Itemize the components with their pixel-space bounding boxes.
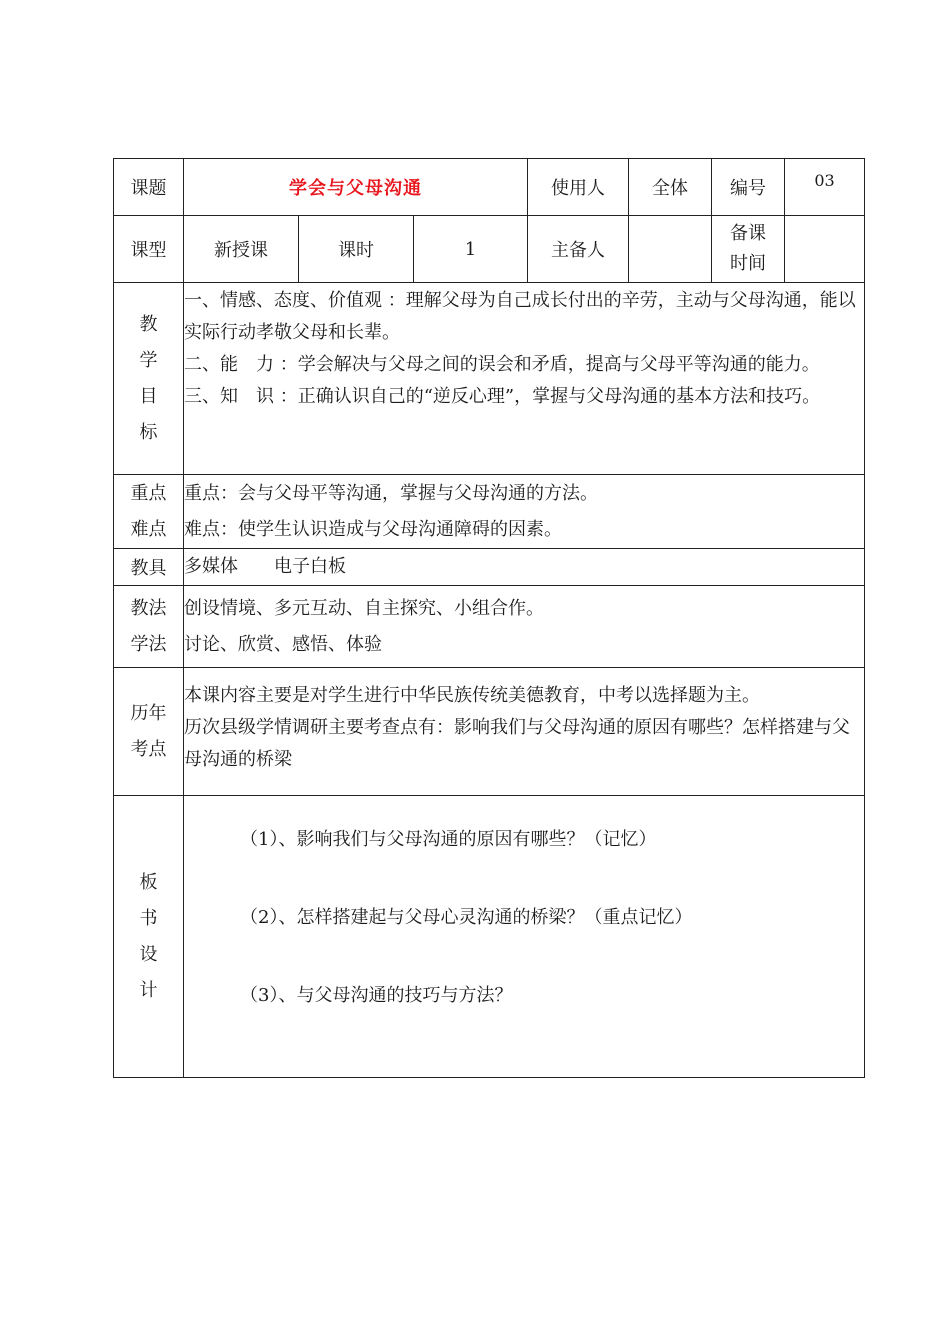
methods-row: [114, 586, 865, 668]
header-row: [114, 159, 865, 216]
number-value: 03: [785, 159, 865, 216]
methods-label-line: 学法: [130, 633, 167, 655]
methods-content: [184, 586, 865, 668]
exam-label-line: 考点: [130, 738, 167, 760]
goals-content: [184, 283, 865, 475]
exam-label: [114, 668, 184, 796]
board-item: （1）、影响我们与父母沟通的原因有哪些？（记忆）: [240, 829, 657, 850]
goals-label-char: 学: [139, 349, 158, 371]
goals-row: [114, 283, 865, 475]
prep-time-value: [785, 216, 865, 283]
board-label-char: 书: [139, 907, 158, 929]
board-label-char: 设: [139, 943, 158, 965]
type-label: 课型: [114, 216, 184, 283]
goals-label: [114, 283, 184, 475]
goals-label-char: 教: [139, 313, 158, 335]
goal-emotion: 一、情感、态度、价值观 ：理解父母为自己成长付出的辛劳，主动与父母沟通，能以实际行动孝敬父母和长辈。: [184, 290, 856, 343]
topic-label: 课题: [114, 159, 184, 216]
methods-label: [114, 586, 184, 668]
learning-method: 讨论、欣赏、感悟、体验: [184, 633, 382, 655]
key-points-content: [184, 475, 865, 549]
type-value: 新授课: [184, 216, 299, 283]
preparer-label: 主备人: [528, 216, 629, 283]
lesson-title: 学会与父母沟通: [184, 159, 528, 216]
difficult-point: 难点：使学生认识造成与父母沟通障碍的因素。: [184, 518, 562, 540]
prep-time-label-line-2: 时间: [730, 253, 767, 274]
board-content: [184, 796, 865, 1078]
board-label-char: 板: [139, 871, 158, 893]
hours-value: 1: [414, 216, 528, 283]
user-value: 全体: [629, 159, 712, 216]
methods-label-line: 教法: [130, 597, 167, 619]
board-row: [114, 796, 865, 1078]
meta-row: [114, 216, 865, 283]
tools-label: 教具: [114, 549, 184, 586]
preparer-value: [629, 216, 712, 283]
goal-ability: 二、能 力 ：学会解决与父母之间的误会和矛盾，提高与父母平等沟通的能力。: [184, 354, 820, 375]
number-label: 编号: [712, 159, 785, 216]
exam-line: 历次县级学情调研主要考查点有：影响我们与父母沟通的原因有哪些？怎样搭建与父母沟通的桥梁: [184, 717, 850, 770]
exam-label-line: 历年: [130, 702, 167, 724]
exam-row: [114, 668, 865, 796]
exam-content: [184, 668, 865, 796]
key-point: 重点：会与父母平等沟通，掌握与父母沟通的方法。: [184, 482, 598, 504]
prep-time-label: [712, 216, 785, 283]
board-item: （2）、怎样搭建起与父母心灵沟通的桥梁？（重点记忆）: [240, 907, 693, 928]
teaching-method: 创设情境、多元互动、自主探究、小组合作。: [184, 597, 544, 619]
prep-time-label-line-1: 备课: [730, 223, 767, 244]
tools-row: [114, 549, 865, 586]
key-points-label-line: 难点: [130, 518, 167, 540]
key-points-row: [114, 475, 865, 549]
board-item: （3）、与父母沟通的技巧与方法？: [240, 985, 513, 1006]
board-label-char: 计: [139, 979, 158, 1001]
key-points-label: [114, 475, 184, 549]
lesson-plan-table: [113, 158, 865, 1078]
board-label: [114, 796, 184, 1078]
goals-label-char: 标: [139, 421, 158, 443]
goal-knowledge: 三、知 识 ：正确认识自己的“逆反心理”，掌握与父母沟通的基本方法和技巧。: [184, 386, 821, 407]
goals-label-char: 目: [139, 385, 158, 407]
key-points-label-line: 重点: [130, 482, 167, 504]
exam-line: 本课内容主要是对学生进行中华民族传统美德教育，中考以选择题为主。: [184, 685, 760, 706]
tools-value: 多媒体 电子白板: [184, 549, 865, 586]
user-label: 使用人: [528, 159, 629, 216]
hours-label: 课时: [299, 216, 414, 283]
